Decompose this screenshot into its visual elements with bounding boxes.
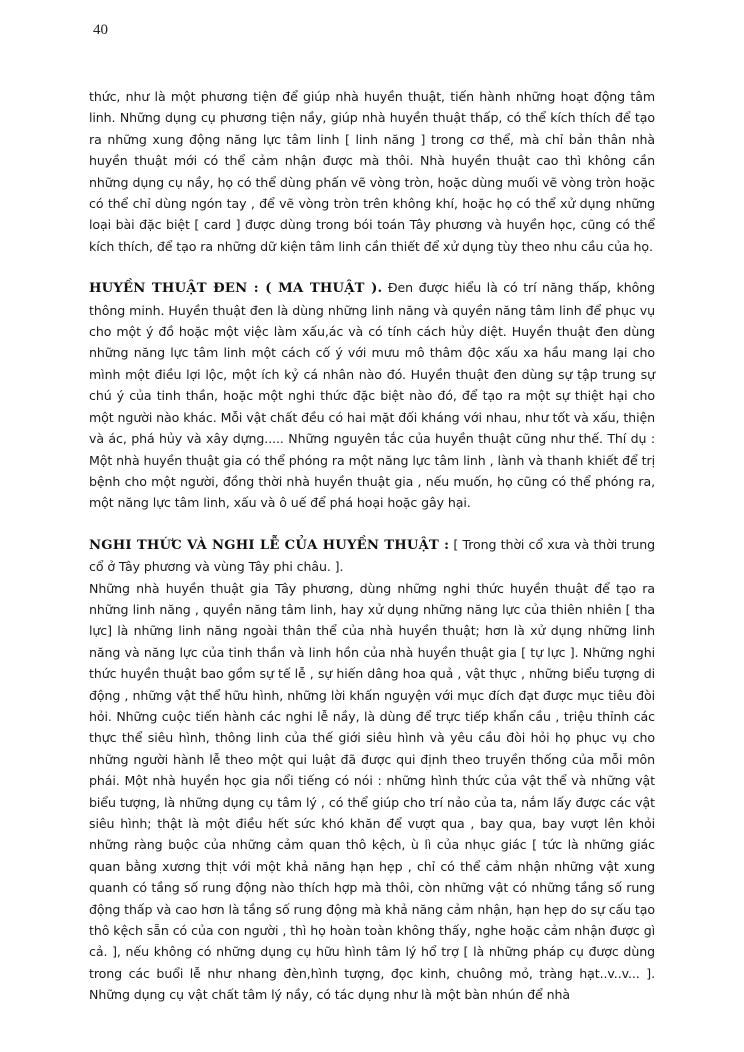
ritual-section-intro [89,534,655,578]
ritual-heading: NGHI THỨC VÀ NGHI LỄ CỦA HUYỀN THUẬT : [89,537,450,553]
page-body [89,86,655,1006]
black-magic-section [89,277,655,513]
ritual-body: Những nhà huyền thuật gia Tây phương, dùng những nghi thức huyền thuật để tạo ra những linh năng , quyền năng tâm linh, hay xử dụng những năng lực của thiên nhiên [ tha lực] là những linh năng ngoài thân thể của nhà huyền thuật; hơn là xử dụng những linh năng và năng lực của tinh thần và linh hồn của nhà huyền thuật gia [ tự lực ]. Những nghi thức huyền thuật bao gồm sự tế lễ , sự hiến dâng hoa quả , vật thực , những biểu tượng di động , những vật thể hữu hình, những lời khấn nguyện với mục đích đạt được mục tiêu đòi hỏi. Những cuộc tiến hành các nghi lễ nầy, là dùng để trực tiếp khẩn cầu , triệu thỉnh các thực thể siêu hình, thông linh của thế giới siêu hình và yêu cầu đòi hỏi họ phục vụ cho những người hành lễ theo một qui luật đã được qui định theo truyền thống của mỗi môn phái. Một nhà huyền học gia nổi tiếng có nói : những hình thức của vật thể và những vật biểu tượng, là những dụng cụ tâm lý , có thể giúp cho trí nảo của ta, nắm lấy được các vật siêu hình; thật là một điều hết sức khó khăn để vượt qua , bay qua, bay vượt lên khỏi những ràng buộc của những cảm quan thô kệch, ù lì của nhục giác [ tức là những giác quan bằng xương thịt với một khả năng hạn hẹp , chỉ có thể cảm nhận những vật xung quanh có tầng số rung động nào thích hợp mà thôi, còn những vật có những tầng số rung động thấp và cao hơn là tầng số rung động mà khả năng cảm nhận, hạn hẹp do sự cấu tạo thô kệch sẵn có của con người , thì họ hoàn toàn không thấy, nghe hoặc cảm nhận được gì cả. ], nếu không có những dụng cụ hữu hình tâm lý hổ trợ [ là những pháp cụ được dùng trong các buổi lễ như nhang đèn,hình tượng, đọc kinh, chuông mỏ, tràng hạt..v..v... ]. Những dụng cụ vật chất tâm lý nầy, có tác dụng như là một bàn nhún để nhà [89,580,655,1003]
black-magic-body: Đen được hiểu là có trí năng thấp, không thông minh. Huyền thuật đen là dùng những linh năng và quyền năng tâm linh để phục vụ cho một ý đồ hoặc một việc làm xấu,ác và có tính cách hủy diệt. Huyền thuật đen dùng những năng lực tâm linh một cách cố ý với mưu mô thâm độc xấu xa hầu mang lại cho mình một điều lợi lộc, một ích kỷ cá nhân nào đó. Huyền thuật đen dùng sự tập trung sự chú ý của tinh thần, hoặc một nghi thức đặc biệt nào đó, để tạo ra một sự thiệt hại cho một người nào khác. Mỗi vật chất đều có hai mặt đối kháng với nhau, như tốt và xấu, thiện và ác, phá hủy và xây dựng..... Những nguyên tắc của huyền thuật cũng như thế. Thí dụ : Một nhà huyền thuật gia có thể phóng ra một năng lực tâm linh , lành và thanh khiết để trị bệnh cho một người, đồng thời nhà huyền thuật gia , nếu muốn, họ cũng có thể phóng ra, một năng lực tâm linh, xấu và ô uế để phá hoại hoặc gây hại. [89,280,655,511]
intro-paragraph: thức, như là một phương tiện để giúp nhà huyền thuật, tiến hành những hoạt động tâm linh. Những dụng cụ phương tiện nầy, giúp nhà huyền thuật thấp, có thể kích thích để tạo ra những xung động năng lực tâm linh [ linh năng ] trong cơ thể, mà chỉ bản thân nhà huyền thuật mới có thể cảm nhận được mà thôi. Nhà huyền thuật cao thì không cần những dụng cụ nầy, họ có thể dùng phấn vẽ vòng tròn, hoặc dùng muối vẽ vòng tròn hoặc có thể chỉ dùng ngón tay , để vẽ vòng tròn trên không khí, hoặc họ có thể xử dụng những loại bài đặc biệt [ card ] được dùng trong bói toán Tây phương và huyền học, cũng có thể kích thích, để tạo ra những dữ kiện tâm linh cần thiết để xử dụng tùy theo nhu cầu của họ. [89,89,655,254]
ritual-subtitle: [ Trong thời cổ xưa và thời trung cổ ở Tây phương và vùng Tây phi châu. ]. [89,536,655,575]
page-number: 40 [93,22,108,38]
black-magic-heading: HUYỀN THUẬT ĐEN : ( MA THUẬT ). [89,281,383,297]
